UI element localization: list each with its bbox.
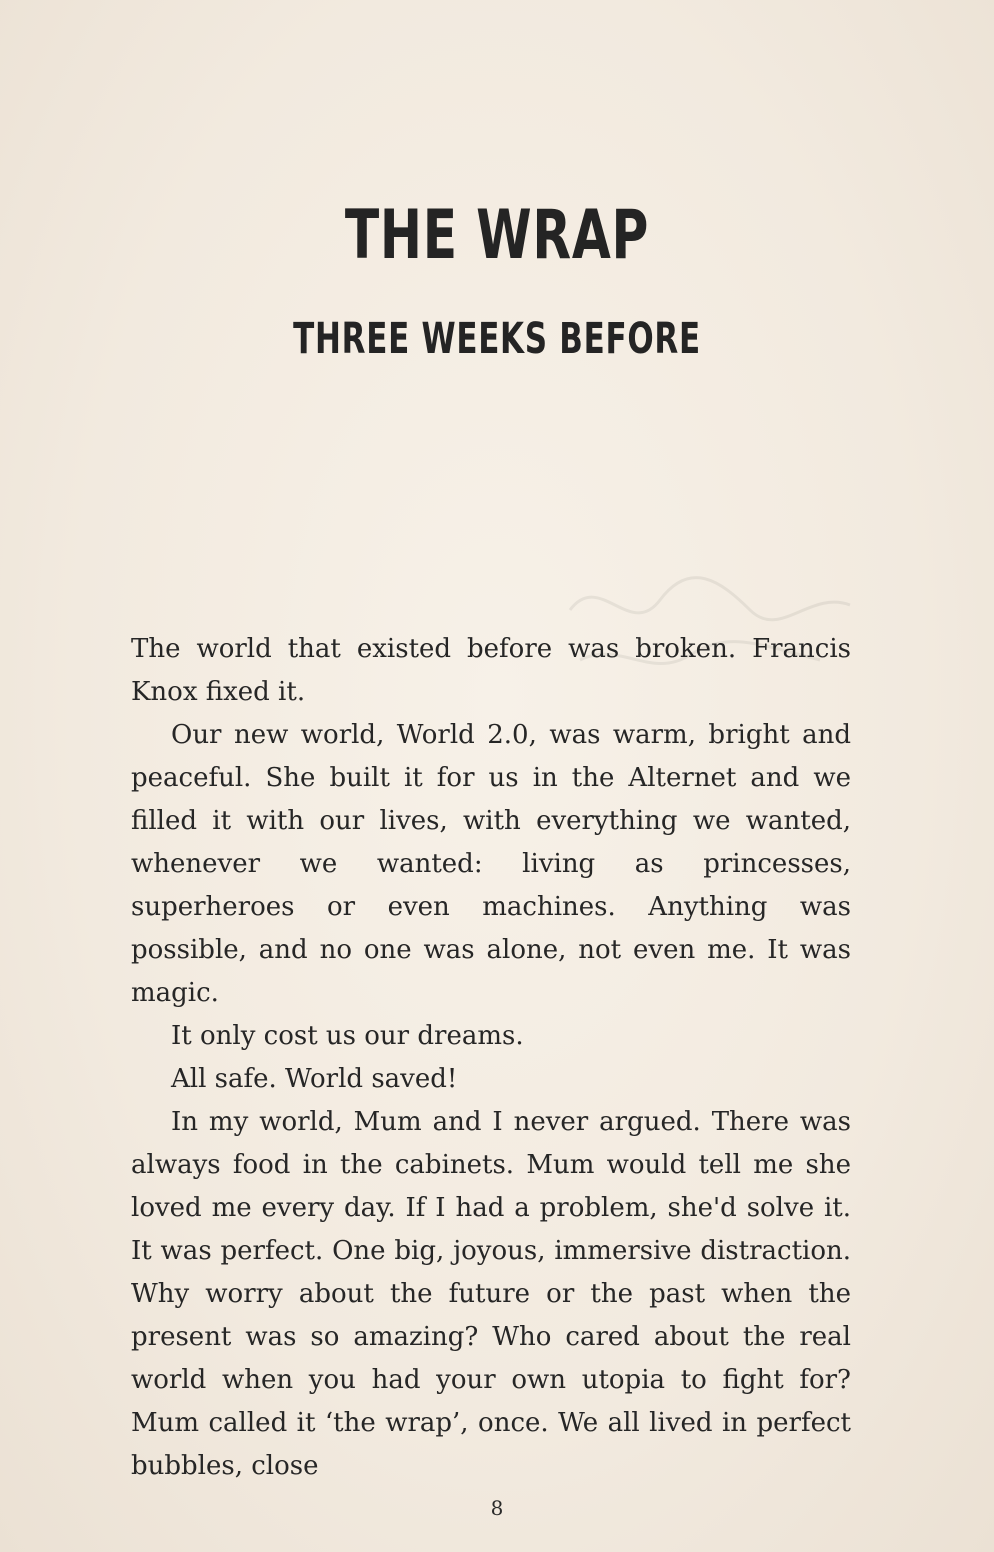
page-number: 8 bbox=[490, 1496, 504, 1520]
paragraph: In my world, Mum and I never argued. There was always food in the cabinets. Mum would tell me she loved me every day. If I had a problem, she'd solve it. It was perfect. One big, joyous, immersive distraction. Why worry about the future or the past when the present was so amazing? Who cared about the real world when you had your own utopia to fight for? Mum called it ‘the wrap’, once. We all lived in perfect bubbles, close bbox=[131, 1107, 851, 1481]
paragraph: Our new world, World 2.0, was warm, bright and peaceful. She built it for us in the Alternet and we filled it with our lives, with everything we wanted, whenever we wanted: living as princesses, superheroes or even machines. Anything was possible, and no one was alone, not even me. It was magic. bbox=[131, 720, 851, 1008]
body-text bbox=[131, 628, 851, 1488]
chapter-title: THE WRAP bbox=[344, 196, 650, 275]
paragraph: The world that existed before was broken. Francis Knox fixed it. bbox=[131, 634, 851, 707]
chapter-subtitle: THREE WEEKS BEFORE bbox=[293, 314, 701, 364]
paragraph: All safe. World saved! bbox=[171, 1064, 458, 1094]
paragraph: It only cost us our dreams. bbox=[171, 1021, 524, 1051]
